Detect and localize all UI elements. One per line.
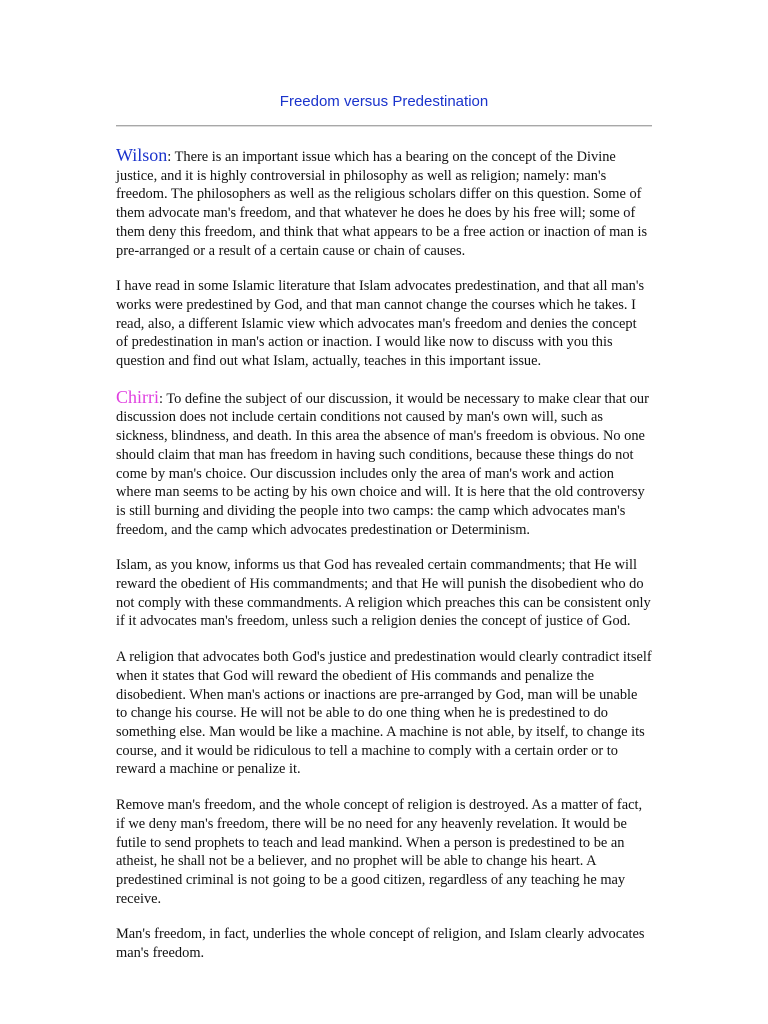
paragraph-7: Man's freedom, in fact, underlies the whole concept of religion, and Islam clearly advocates man's freedom. <box>116 926 645 962</box>
paragraph-6: Remove man's freedom, and the whole concept of religion is destroyed. As a matter of fact, if we deny man's freedom, there will be no need for any heavenly revelation. It would be futile to send prophets to teach and lead mankind. When a person is predestined to be an atheist, he shall not be a believer, and no prophet will be able to change his heart. A predestined criminal is not going to be a good citizen, regardless of any teaching he may receive. <box>116 797 643 907</box>
paragraph-4: Islam, as you know, informs us that God has revealed certain commandments; that He will reward the obedient of His commandments; and that He will punish the disobedient who do not comply with these commandments. A religion which preaches this can be consistent only if it advocates man's freedom, unless such a religion denies the concept of justice of God. <box>116 557 651 630</box>
paragraph-1 <box>116 146 652 260</box>
paragraph-1-text: : There is an important issue which has a bearing on the concept of the Divine justice, and it is highly controversial in philosophy as well as religion; namely: man's freedom. The philosophers as well as the religious scholars differ on this question. Some of them advocate man's freedom, and that whatever he does he does by his free will; some of them deny this freedom, and think that what appears to be a free action or inaction of man is pre-arranged or a result of a certain cause or chain of causes. <box>116 149 648 259</box>
paragraph-5: A religion that advocates both God's justice and predestination would clearly contradict itself when it states that God will reward the obedient of His commands and penalize the disobedient. When man's actions or inactions are pre-arranged by God, man will be unable to change his course. He will not be able to do one thing when he is predestined to do something else. Man would be like a machine. A machine is not able, by itself, to change its course, and it would be ridiculous to tell a machine to comply with a certain order or to reward a machine or penalize it. <box>116 649 652 778</box>
speaker-chirri: Chirri <box>116 386 159 407</box>
paragraph-3-text: : To define the subject of our discussion, it would be necessary to make clear that our discussion does not include certain conditions not caused by man's own will, such as sickness, blindness, and death. In this area the absence of man's freedom is obvious. No one should claim that man has freedom in having such conditions, because these things do not come by man's choice. Our discussion includes only the area of man's work and action where man seems to be acting by his own choice and will. It is here that the old controversy is still burning and dividing the people into two camps: the camp which advocates man's freedom, and the camp which advocates predestination or Determinism. <box>116 390 649 538</box>
paragraph-2: I have read in some Islamic literature that Islam advocates predestination, and that all man's works were predestined by God, and that man cannot change the courses which he takes. I read, also, a different Islamic view which advocates man's freedom and denies the concept of predestination in man's action or inaction. I would like now to discuss with you this question and find out what Islam, actually, teaches in this important issue. <box>116 278 645 370</box>
article-body <box>116 146 652 980</box>
speaker-wilson: Wilson <box>116 145 168 165</box>
page-title: Freedom versus Predestination <box>279 93 489 110</box>
title-divider <box>116 125 652 127</box>
paragraph-3 <box>116 388 652 540</box>
